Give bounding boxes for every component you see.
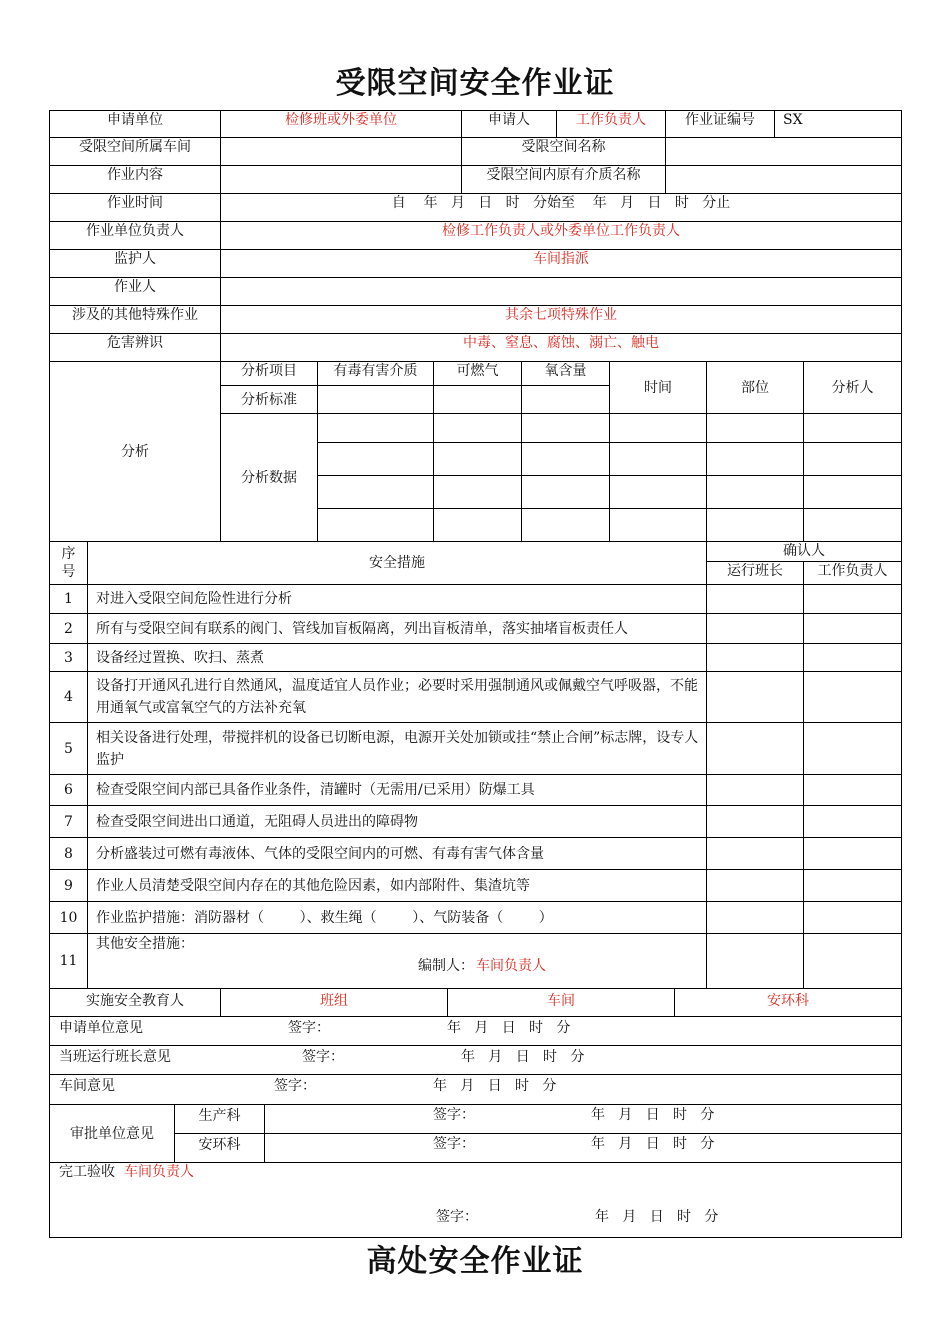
data-cell xyxy=(803,508,902,542)
data-cell xyxy=(609,442,707,476)
analysis-col-3: 氧含量 xyxy=(521,361,610,386)
applicant-label: 申请人 xyxy=(461,110,557,138)
confirm-cell xyxy=(706,584,804,614)
datetime-label: 年 月 日 时 分 xyxy=(591,1107,715,1123)
data-cell xyxy=(317,475,434,509)
space-name-value xyxy=(665,137,902,166)
data-cell xyxy=(706,508,804,542)
workshop-opinion-row xyxy=(49,1074,902,1105)
apply-unit-opinion-row xyxy=(49,1016,902,1046)
measure-no: 4 xyxy=(49,671,88,723)
sign-label: 签字： xyxy=(302,1049,344,1065)
confirm-cell xyxy=(803,613,902,644)
analysis-data-label: 分析数据 xyxy=(220,413,318,542)
workshop-label: 受限空间所属车间 xyxy=(49,137,221,166)
analysis-item-label: 分析项目 xyxy=(220,361,318,386)
measure-no: 8 xyxy=(49,837,88,870)
workshop-value xyxy=(220,137,462,166)
hazard-label: 危害辨识 xyxy=(49,333,221,362)
data-cell xyxy=(521,508,610,542)
confirm-cell xyxy=(706,805,804,838)
confirm-cell xyxy=(803,837,902,870)
safety-sign-row xyxy=(264,1133,902,1163)
data-cell xyxy=(521,413,610,443)
shift-leader-opinion-row xyxy=(49,1045,902,1075)
confirm-label: 确认人 xyxy=(706,541,902,562)
sign-label: 签字： xyxy=(433,1136,475,1152)
confirm-cell xyxy=(706,774,804,806)
data-cell xyxy=(609,475,707,509)
sign-label: 签字： xyxy=(436,1209,478,1225)
sign-label: 签字： xyxy=(288,1020,330,1036)
seq-label: 序号 xyxy=(49,541,88,585)
page-title: 受限空间安全作业证 xyxy=(335,66,615,101)
datetime-label: 年 月 日 时 分 xyxy=(591,1136,715,1152)
permit-no-value: SX xyxy=(774,110,902,138)
hazard-value: 中毒、窒息、腐蚀、溺亡、触电 xyxy=(220,333,902,362)
datetime-label: 年 月 日 时 分 xyxy=(433,1078,557,1094)
sign-label: 签字： xyxy=(433,1107,475,1123)
datetime-label: 年 月 日 时 分 xyxy=(447,1020,571,1036)
data-cell xyxy=(803,475,902,509)
safety-label: 安环科 xyxy=(174,1133,265,1163)
work-content-label: 作业内容 xyxy=(49,165,221,194)
education-safety: 安环科 xyxy=(674,988,902,1017)
standard-cell xyxy=(317,385,434,414)
worker-value xyxy=(220,277,902,306)
measure-text: 检查受限空间进出口通道，无阻碍人员进出的障碍物 xyxy=(87,805,707,838)
data-cell xyxy=(706,475,804,509)
data-cell xyxy=(433,508,522,542)
confirm-cell xyxy=(706,933,804,989)
datetime-label: 年 月 日 时 分 xyxy=(595,1209,719,1225)
guardian-value: 车间指派 xyxy=(220,249,902,278)
completion-row xyxy=(49,1162,902,1238)
confirm-cell xyxy=(706,722,804,775)
work-time-label: 作业时间 xyxy=(49,193,221,222)
data-cell xyxy=(433,413,522,443)
measures-label: 安全措施 xyxy=(87,541,707,585)
education-workshop: 车间 xyxy=(447,988,675,1017)
analysis-col-2: 可燃气 xyxy=(433,361,522,386)
measure-no: 10 xyxy=(49,901,88,934)
education-team: 班组 xyxy=(220,988,448,1017)
workshop-opinion-label: 车间意见 xyxy=(59,1078,115,1094)
measure-text: 所有与受限空间有联系的阀门、管线加盲板隔离，列出盲板清单，落实抽堵盲板责任人 xyxy=(87,613,707,644)
standard-cell xyxy=(433,385,522,414)
work-leader-label: 工作负责人 xyxy=(803,561,902,585)
education-label: 实施安全教育人 xyxy=(49,988,221,1017)
data-cell xyxy=(609,508,707,542)
completion-value: 车间负责人 xyxy=(124,1164,194,1180)
confirm-cell xyxy=(706,869,804,902)
data-cell xyxy=(317,508,434,542)
confirm-cell xyxy=(706,643,804,672)
confirm-cell xyxy=(803,933,902,989)
measure-no: 11 xyxy=(49,933,88,989)
analysis-label: 分析 xyxy=(49,361,221,542)
confirm-cell xyxy=(803,869,902,902)
confirm-cell xyxy=(706,613,804,644)
guardian-label: 监护人 xyxy=(49,249,221,278)
analysis-standard-label: 分析标准 xyxy=(220,385,318,414)
data-cell xyxy=(521,475,610,509)
work-content-value xyxy=(220,165,462,194)
measure-no: 1 xyxy=(49,584,88,614)
applicant-value: 工作负责人 xyxy=(556,110,666,138)
measure-other xyxy=(87,933,707,989)
datetime-label: 年 月 日 时 分 xyxy=(461,1049,585,1065)
measure-text: 分析盛装过可燃有毒液体、气体的受限空间内的可燃、有毒有害气体含量 xyxy=(87,837,707,870)
next-page-title: 高处安全作业证 xyxy=(366,1244,584,1279)
space-name-label: 受限空间名称 xyxy=(461,137,666,166)
data-cell xyxy=(706,442,804,476)
measure-no: 7 xyxy=(49,805,88,838)
work-time-value: 自 年 月 日 时 分始至 年 月 日 时 分止 xyxy=(220,193,902,222)
confirm-cell xyxy=(706,901,804,934)
confirm-cell xyxy=(803,901,902,934)
measure-no: 5 xyxy=(49,722,88,775)
confirm-cell xyxy=(706,837,804,870)
data-cell xyxy=(706,413,804,443)
confirm-cell xyxy=(803,722,902,775)
measure-text: 作业监护措施：消防器材（ ）、救生绳（ ）、气防装备（ ） xyxy=(87,901,707,934)
measure-text: 相关设备进行处理，带搅拌机的设备已切断电源，电源开关处加锁或挂“禁止合闸”标志牌，设专人监护 xyxy=(87,722,707,775)
measure-no: 6 xyxy=(49,774,88,806)
special-label: 涉及的其他特殊作业 xyxy=(49,305,221,334)
apply-unit-value: 检修班或外委单位 xyxy=(220,110,462,138)
shift-leader-label: 运行班长 xyxy=(706,561,804,585)
data-cell xyxy=(803,413,902,443)
worker-label: 作业人 xyxy=(49,277,221,306)
measure-no: 3 xyxy=(49,643,88,672)
medium-label: 受限空间内原有介质名称 xyxy=(461,165,666,194)
data-cell xyxy=(433,442,522,476)
analysis-analyst-label: 分析人 xyxy=(803,361,902,414)
measure-text: 设备打开通风孔进行自然通风，温度适宜人员作业；必要时采用强制通风或佩戴空气呼吸器，不能用通氧气或富氧空气的方法补充氧 xyxy=(87,671,707,723)
editor-value: 车间负责人 xyxy=(476,958,546,974)
completion-label: 完工验收 xyxy=(59,1164,115,1180)
editor-label: 编制人： xyxy=(418,958,474,974)
standard-cell xyxy=(521,385,610,414)
production-label: 生产科 xyxy=(174,1104,265,1134)
production-sign-row xyxy=(264,1104,902,1134)
analysis-time-label: 时间 xyxy=(609,361,707,414)
data-cell xyxy=(317,442,434,476)
apply-unit-opinion-label: 申请单位意见 xyxy=(59,1020,143,1036)
confirm-cell xyxy=(803,584,902,614)
other-measures-label: 其他安全措施： xyxy=(96,936,194,952)
data-cell xyxy=(317,413,434,443)
medium-value xyxy=(665,165,902,194)
measure-text: 设备经过置换、吹扫、蒸煮 xyxy=(87,643,707,672)
confirm-cell xyxy=(803,805,902,838)
shift-leader-opinion-label: 当班运行班长意见 xyxy=(59,1049,171,1065)
measure-text: 作业人员清楚受限空间内存在的其他危险因素，如内部附件、集渣坑等 xyxy=(87,869,707,902)
measure-text: 检查受限空间内部已具备作业条件，清罐时（无需用/已采用）防爆工具 xyxy=(87,774,707,806)
measure-no: 2 xyxy=(49,613,88,644)
unit-leader-label: 作业单位负责人 xyxy=(49,221,221,250)
confirm-cell xyxy=(803,643,902,672)
unit-leader-value: 检修工作负责人或外委单位工作负责人 xyxy=(220,221,902,250)
confirm-cell xyxy=(706,671,804,723)
data-cell xyxy=(803,442,902,476)
measure-text: 对进入受限空间危险性进行分析 xyxy=(87,584,707,614)
data-cell xyxy=(609,413,707,443)
permit-no-label: 作业证编号 xyxy=(665,110,775,138)
sign-label: 签字： xyxy=(274,1078,316,1094)
apply-unit-label: 申请单位 xyxy=(49,110,221,138)
data-cell xyxy=(433,475,522,509)
confirm-cell xyxy=(803,671,902,723)
data-cell xyxy=(521,442,610,476)
measure-no: 9 xyxy=(49,869,88,902)
special-value: 其余七项特殊作业 xyxy=(220,305,902,334)
analysis-col-1: 有毒有害介质 xyxy=(317,361,434,386)
approve-unit-label: 审批单位意见 xyxy=(49,1104,175,1163)
analysis-part-label: 部位 xyxy=(706,361,804,414)
confirm-cell xyxy=(803,774,902,806)
